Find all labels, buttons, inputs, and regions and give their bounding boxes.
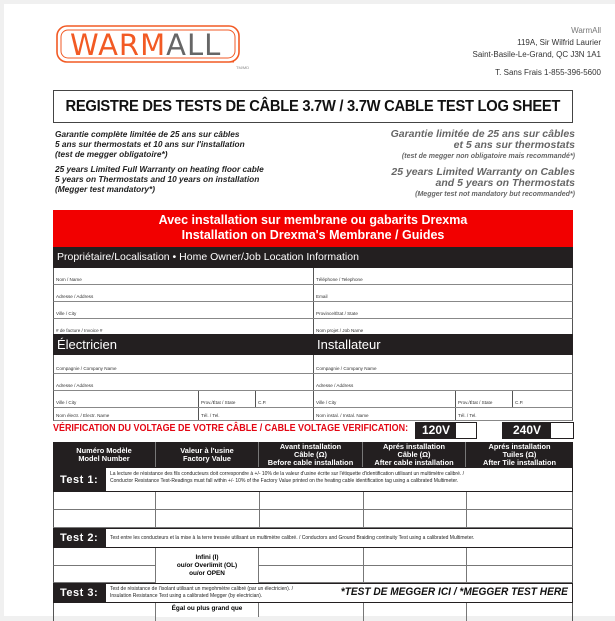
test-3-label: Test 3:	[54, 584, 106, 602]
installer-address-field[interactable]	[314, 374, 572, 390]
banner-line-2: Installation on Drexma's Membrane / Guides	[181, 228, 445, 242]
field-label: Compagnie / Company Name	[56, 366, 117, 371]
warranty-left-fr-2: 5 ans sur thermostats et 10 ans sur l'installation	[55, 139, 245, 149]
after-cable-cell[interactable]	[364, 548, 467, 565]
before-cable-cell[interactable]	[260, 566, 364, 582]
field-label: Prov./État / State	[458, 400, 493, 405]
owner-state-field[interactable]	[314, 302, 572, 318]
electrician-address-field[interactable]	[54, 374, 314, 390]
voltage-120v-option[interactable]	[415, 422, 477, 439]
test-2-header	[53, 528, 573, 548]
company-phone: T. Sans Frais 1-855-396-5600	[495, 68, 601, 77]
field-label: Province/État / State	[316, 311, 358, 316]
after-tile-cell[interactable]	[467, 510, 572, 527]
test-1-description	[110, 471, 464, 485]
test-2-expected-value	[155, 548, 259, 583]
test-3-header	[53, 583, 573, 603]
field-label: Ville / City	[316, 400, 337, 405]
drexma-banner	[53, 210, 573, 247]
after-cable-cell[interactable]	[364, 603, 467, 621]
owner-address-field[interactable]	[54, 285, 314, 301]
electrician-city-field[interactable]	[54, 391, 199, 407]
before-cable-cell[interactable]	[260, 510, 364, 527]
electrician-name-field[interactable]	[54, 408, 199, 420]
field-label: C.P.	[258, 400, 267, 405]
field-label: Adresse / Address	[56, 294, 94, 299]
before-cable-cell[interactable]	[260, 548, 364, 565]
expected-line: Égal ou plus grand que	[171, 605, 243, 612]
field-label: # de facture / Invoice #	[56, 328, 103, 333]
col-factory-value	[156, 442, 259, 467]
owner-name-field[interactable]	[54, 268, 314, 284]
company-address-1: 119A, Sir Wilfrid Laurier	[517, 38, 601, 47]
test-1-row	[53, 510, 573, 528]
logo-text-orange: WARM	[70, 28, 167, 62]
model-number-cell[interactable]	[54, 548, 156, 565]
before-cable-cell[interactable]	[260, 492, 364, 509]
after-tile-cell[interactable]	[467, 566, 572, 582]
test-1-desc-en: Conductor Resistance Test-Readings must fall within +/- 10% of the Factory Value printed on the heating cable identification tag using a calibrated Multimeter.	[110, 478, 459, 484]
electrician-postal-field[interactable]	[256, 391, 314, 407]
owner-row	[53, 268, 573, 285]
col-before-cable	[259, 442, 363, 467]
field-label: Ville / City	[56, 400, 77, 405]
warranty-left-en-2: 5 years on Thermostats and 10 years on installation	[55, 174, 260, 184]
after-cable-cell[interactable]	[364, 566, 467, 582]
voltage-verification-label: VÉRIFICATION DU VOLTAGE DE VOTRE CÂBLE / CABLE VOLTAGE VERIFICATION:	[53, 423, 409, 434]
field-label: Adresse / Address	[56, 383, 94, 388]
installer-header: Installateur	[317, 337, 381, 352]
warranty-right-en-2: and 5 years on Thermostats	[435, 177, 575, 189]
warranty-right-fr-2: et 5 ans sur thermostats	[453, 139, 575, 151]
banner-line-1: Avec installation sur membrane ou gabarits Drexma	[158, 213, 468, 227]
warranty-right-fr-3: (test de megger non obligatoire mais recommandé*)	[401, 153, 575, 160]
page-title	[53, 90, 573, 123]
expected-line: ou/or Overlimit (OL)	[176, 561, 238, 569]
test-3-desc-en: Insulation Resistance Test using a calibrated Megger (by electrician).	[110, 593, 263, 599]
installer-tel-field[interactable]	[456, 408, 572, 420]
col-after-tile	[466, 442, 573, 467]
model-number-cell[interactable]	[54, 510, 156, 527]
field-label: Nom instal. / Instal. Name	[316, 413, 369, 418]
col-label: Before cable installation	[267, 457, 354, 467]
voltage-240v-label: 240V	[503, 423, 551, 438]
after-tile-cell[interactable]	[467, 492, 572, 509]
installer-city-field[interactable]	[314, 391, 456, 407]
before-cable-cell[interactable]	[260, 603, 364, 621]
test-3-row	[53, 603, 573, 621]
contractor-row	[53, 408, 573, 421]
model-number-cell[interactable]	[54, 492, 156, 509]
test-1-desc-fr: La lecture de résistance des fils conducteurs doit correspondre à +/- 10% de la valeur d'usine écrite sur l'étiquette d'identification utilisant un multimètre calibré. /	[110, 471, 465, 477]
test-2-row	[53, 548, 573, 566]
model-number-cell[interactable]	[54, 603, 156, 621]
installer-name-field[interactable]	[314, 408, 456, 420]
contractor-row	[53, 374, 573, 391]
after-cable-cell[interactable]	[364, 492, 467, 509]
field-label: Nom électr. / Electr. Name	[56, 413, 110, 418]
model-number-cell[interactable]	[54, 566, 156, 582]
col-label: Tuiles (Ω)	[502, 449, 537, 459]
test-3-expected-value	[155, 603, 259, 617]
col-label: After cable installation	[374, 457, 454, 467]
test-1-header	[53, 467, 573, 492]
owner-row	[53, 319, 573, 335]
page-title-text: REGISTRE DES TESTS DE CÂBLE 3.7W / 3.7W CABLE TEST LOG SHEET	[65, 97, 561, 115]
owner-row	[53, 285, 573, 302]
voltage-240v-checkbox[interactable]	[551, 423, 573, 438]
warranty-right-en-3: (Megger test not mandatory but recommanded*)	[415, 191, 575, 198]
expected-line: Infini (I)	[195, 553, 219, 561]
field-label: Compagnie / Company Name	[316, 366, 377, 371]
owner-section-header: Propriétaire/Localisation • Home Owner/Job Location Information	[53, 247, 573, 268]
company-name: WarmAll	[571, 26, 601, 35]
col-label: Aprés installation	[488, 441, 551, 451]
warranty-right-en-1: 25 years Limited Warranty on Cables	[391, 166, 575, 178]
contractor-row	[53, 355, 573, 374]
col-model-number	[53, 442, 156, 467]
warranty-left-en-1: 25 years Limited Full Warranty on heating floor cable	[55, 164, 264, 174]
owner-invoice-field[interactable]	[54, 319, 314, 335]
test-2-row	[53, 566, 573, 583]
field-label: Prov./État / State	[201, 400, 236, 405]
installer-state-field[interactable]	[456, 391, 513, 407]
owner-email-field[interactable]	[314, 285, 572, 301]
field-label: C.P.	[515, 400, 524, 405]
electrician-company-field[interactable]	[54, 355, 314, 373]
test-3-desc-fr: Test de résistance de l'isolant utilisant un megohmètre calibré (par un électricien). /	[110, 586, 293, 592]
col-label: Factory Value	[182, 453, 232, 463]
field-label: Nom / Name	[56, 277, 82, 282]
warranty-right	[391, 129, 575, 205]
field-label: Téléphone / Telephone	[316, 277, 363, 282]
logo-trademark: TM/MD	[236, 65, 250, 70]
installer-postal-field[interactable]	[513, 391, 572, 407]
megger-test-here-label: *TEST DE MEGGER ICI / *MEGGER TEST HERE	[340, 586, 568, 598]
test-2-label: Test 2:	[54, 529, 106, 547]
test-2-description: Test entre les conducteurs et la mise à la terre tressée utilisant un multimètre calibré. / Conductors and Ground Braiding continuity Test using a calibrated Multimeter.	[110, 535, 475, 541]
after-tile-cell[interactable]	[467, 603, 572, 621]
warmall-logo	[56, 25, 250, 70]
voltage-240v-option[interactable]	[502, 422, 574, 439]
electrician-state-field[interactable]	[199, 391, 256, 407]
electrician-tel-field[interactable]	[199, 408, 314, 420]
expected-line: ou/or OPEN	[189, 569, 225, 577]
field-label: Adresse / Address	[316, 383, 354, 388]
warranty-right-fr-1: Garantie limitée de 25 ans sur câbles	[390, 128, 575, 140]
warranty-left-fr-3: (test de megger obligatoire*)	[55, 149, 168, 159]
owner-job-name-field[interactable]	[314, 319, 572, 335]
col-label: Numéro Modèle	[76, 445, 132, 455]
col-after-cable	[363, 442, 466, 467]
logo-text-gray: ALL	[166, 28, 222, 62]
test-column-headers	[53, 442, 573, 467]
col-label: Aprés installation	[382, 441, 445, 451]
voltage-120v-checkbox[interactable]	[456, 423, 476, 438]
factory-value-cell[interactable]	[156, 510, 260, 527]
contractor-row	[53, 391, 573, 408]
field-label: Tél. / Tel.	[201, 413, 220, 418]
after-cable-cell[interactable]	[364, 510, 467, 527]
field-label: Ville / City	[56, 311, 77, 316]
test-1-label: Test 1:	[54, 468, 106, 491]
warranty-left-fr-1: Garantie complète limitée de 25 ans sur câbles	[55, 129, 240, 139]
col-label: After Tile installation	[483, 457, 556, 467]
electrician-header: Électricien	[57, 337, 117, 352]
warranty-left-en-3: (Megger test mandatory*)	[55, 184, 156, 194]
col-label: Model Number	[78, 453, 130, 463]
warranty-left	[55, 129, 264, 199]
test-3-description	[110, 586, 293, 600]
factory-value-cell[interactable]	[156, 492, 260, 509]
col-label: Câble (Ω)	[293, 449, 328, 459]
field-label: Email	[316, 294, 328, 299]
field-label: Nom projet / Job Name	[316, 328, 364, 333]
owner-phone-field[interactable]	[314, 268, 572, 284]
field-label: Tél. / Tel.	[458, 413, 477, 418]
electrician-installer-header	[53, 334, 573, 355]
test-1-row	[53, 492, 573, 510]
installer-company-field[interactable]	[314, 355, 572, 373]
company-address-2: Saint-Basile-Le-Grand, QC J3N 1A1	[472, 50, 601, 59]
owner-row	[53, 302, 573, 319]
voltage-120v-label: 120V	[416, 423, 456, 438]
owner-city-field[interactable]	[54, 302, 314, 318]
after-tile-cell[interactable]	[467, 548, 572, 565]
col-label: Avant installation	[279, 441, 342, 451]
col-label: Valeur à l'usine	[180, 445, 234, 455]
col-label: Câble (Ω)	[397, 449, 431, 459]
company-info	[473, 25, 602, 79]
